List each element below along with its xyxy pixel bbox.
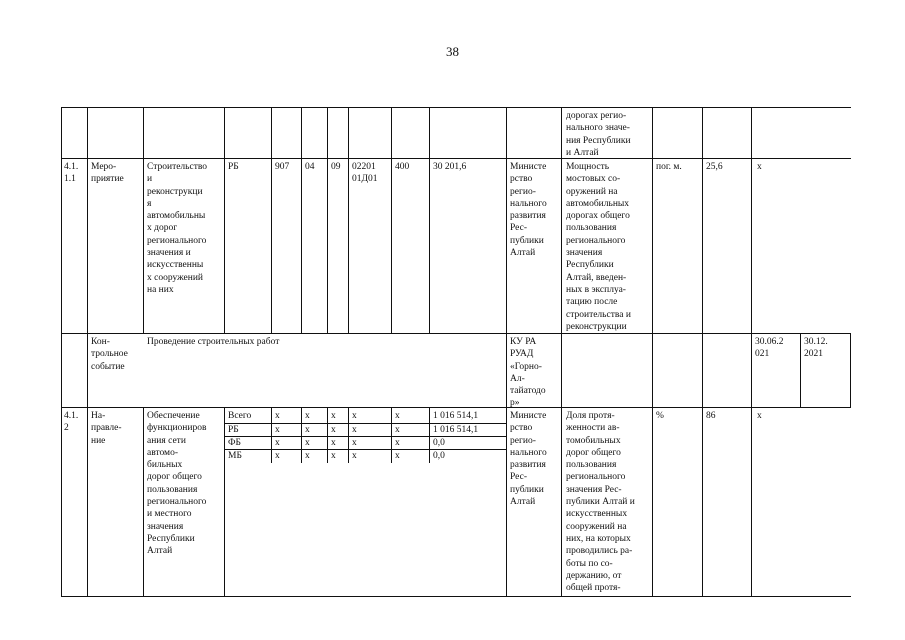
executor: Министе рство регио- нального развития Рес- публики Алтай (510, 411, 547, 508)
rz-code: 04 (305, 162, 315, 172)
amount: 1 016 514,1 (433, 411, 479, 421)
indicator-value: 86 (706, 411, 716, 421)
csr-code: х (352, 451, 357, 461)
col-rule (271, 107, 272, 333)
col-rule (143, 407, 144, 596)
row-rule (61, 407, 851, 408)
funding-source: МБ (228, 451, 242, 461)
executor: КУ РА РУАД «Горно- Ал- тайатодо р» (510, 337, 546, 409)
funding-source: РБ (228, 425, 239, 435)
col-rule (301, 407, 302, 463)
col-rule (429, 407, 430, 463)
pr-code: х (331, 451, 336, 461)
amount: 0,0 (433, 451, 445, 461)
row-code: 4.1. 2 (64, 411, 79, 434)
col-rule (224, 107, 225, 333)
pr-code: х (331, 425, 336, 435)
rz-code: х (305, 438, 310, 448)
row-rule (61, 158, 851, 159)
row-type: На- правле- ние (91, 411, 122, 446)
mark: х (757, 162, 762, 172)
col-rule (327, 407, 328, 463)
col-rule (391, 407, 392, 463)
indicator: Доля протя- женности ав- томобильных дорог общего пользования регионального значения Рес- публики Алтай и искусственных сооружений на них, на которых проводились ра- боты по со- держанию, от общей протя- (566, 411, 635, 594)
rz-code: х (305, 425, 310, 435)
col-rule (506, 107, 507, 596)
col-rule (800, 333, 801, 407)
col-rule (348, 107, 349, 333)
col-rule (61, 107, 62, 596)
csr-code: х (352, 425, 357, 435)
unit: % (656, 411, 664, 421)
col-rule (348, 407, 349, 463)
col-rule (850, 333, 851, 407)
vr-code: х (395, 411, 400, 421)
indicator-cell: дорогах регио- нального значе- ния Республики и Алтай (566, 111, 631, 158)
vr-code: х (395, 451, 400, 461)
col-rule (87, 107, 88, 596)
amount: 1 016 514,1 (433, 425, 479, 435)
col-rule (561, 107, 562, 596)
col-rule (271, 407, 272, 463)
col-rule (224, 407, 225, 596)
row-name: Обеспечение функциониров ания сети автомо- бильных дорог общего пользования регионального и местного значения Республики Алтай (147, 411, 207, 557)
grbs-code: 907 (275, 162, 290, 172)
executor: Министе рство регио- нального развития Рес- публики Алтай (510, 162, 547, 259)
row-name: Строительство и реконструкци я автомобильны х дорог регионального значения и искусственны х сооружений на них (147, 162, 208, 295)
grbs-code: х (275, 438, 280, 448)
grbs-code: х (275, 425, 280, 435)
pr-code: х (331, 438, 336, 448)
col-rule (429, 107, 430, 333)
amount: 30 201,6 (433, 162, 467, 172)
subrow-rule (224, 449, 506, 450)
unit: пог. м. (656, 162, 682, 172)
funding-source: ФБ (228, 438, 241, 448)
rz-code: х (305, 411, 310, 421)
col-rule (301, 107, 302, 333)
grbs-code: х (275, 411, 280, 421)
col-rule (391, 107, 392, 333)
row-rule (61, 333, 851, 334)
csr-code: 02201 01Д01 (352, 162, 378, 185)
funding-source: РБ (228, 162, 239, 172)
col-rule (751, 107, 752, 596)
csr-code: х (352, 438, 357, 448)
indicator-value: 25,6 (706, 162, 723, 172)
mark: х (757, 411, 762, 421)
col-rule (327, 107, 328, 333)
amount: 0,0 (433, 438, 445, 448)
rz-code: х (305, 451, 310, 461)
vr-code: х (395, 425, 400, 435)
row-code: 4.1. 1.1 (64, 162, 79, 185)
col-rule (652, 107, 653, 596)
row-type: Меро- приятие (91, 162, 124, 185)
date-start: 30.06.2 021 (755, 337, 784, 360)
page-number: 38 (446, 44, 459, 59)
event-name: Проведение строительных работ (147, 337, 280, 347)
pr-code: х (331, 411, 336, 421)
csr-code: х (352, 411, 357, 421)
indicator: Мощность мостовых со- оружений на автомобильных дорогах общего пользования регионального значения Республики Алтай, введен- ных в эксплуа- тацию после строительства и реконструкции (566, 162, 631, 332)
col-rule (702, 107, 703, 596)
grbs-code: х (275, 451, 280, 461)
funding-source: Всего (228, 411, 252, 421)
table-bottom-rule (61, 596, 851, 597)
vr-code: 400 (395, 162, 410, 172)
date-end: 30.12. 2021 (804, 337, 828, 360)
pr-code: 09 (331, 162, 341, 172)
col-rule (143, 107, 144, 333)
row-type: Кон- трольное событие (91, 337, 128, 372)
table-top-rule (61, 107, 851, 108)
vr-code: х (395, 438, 400, 448)
